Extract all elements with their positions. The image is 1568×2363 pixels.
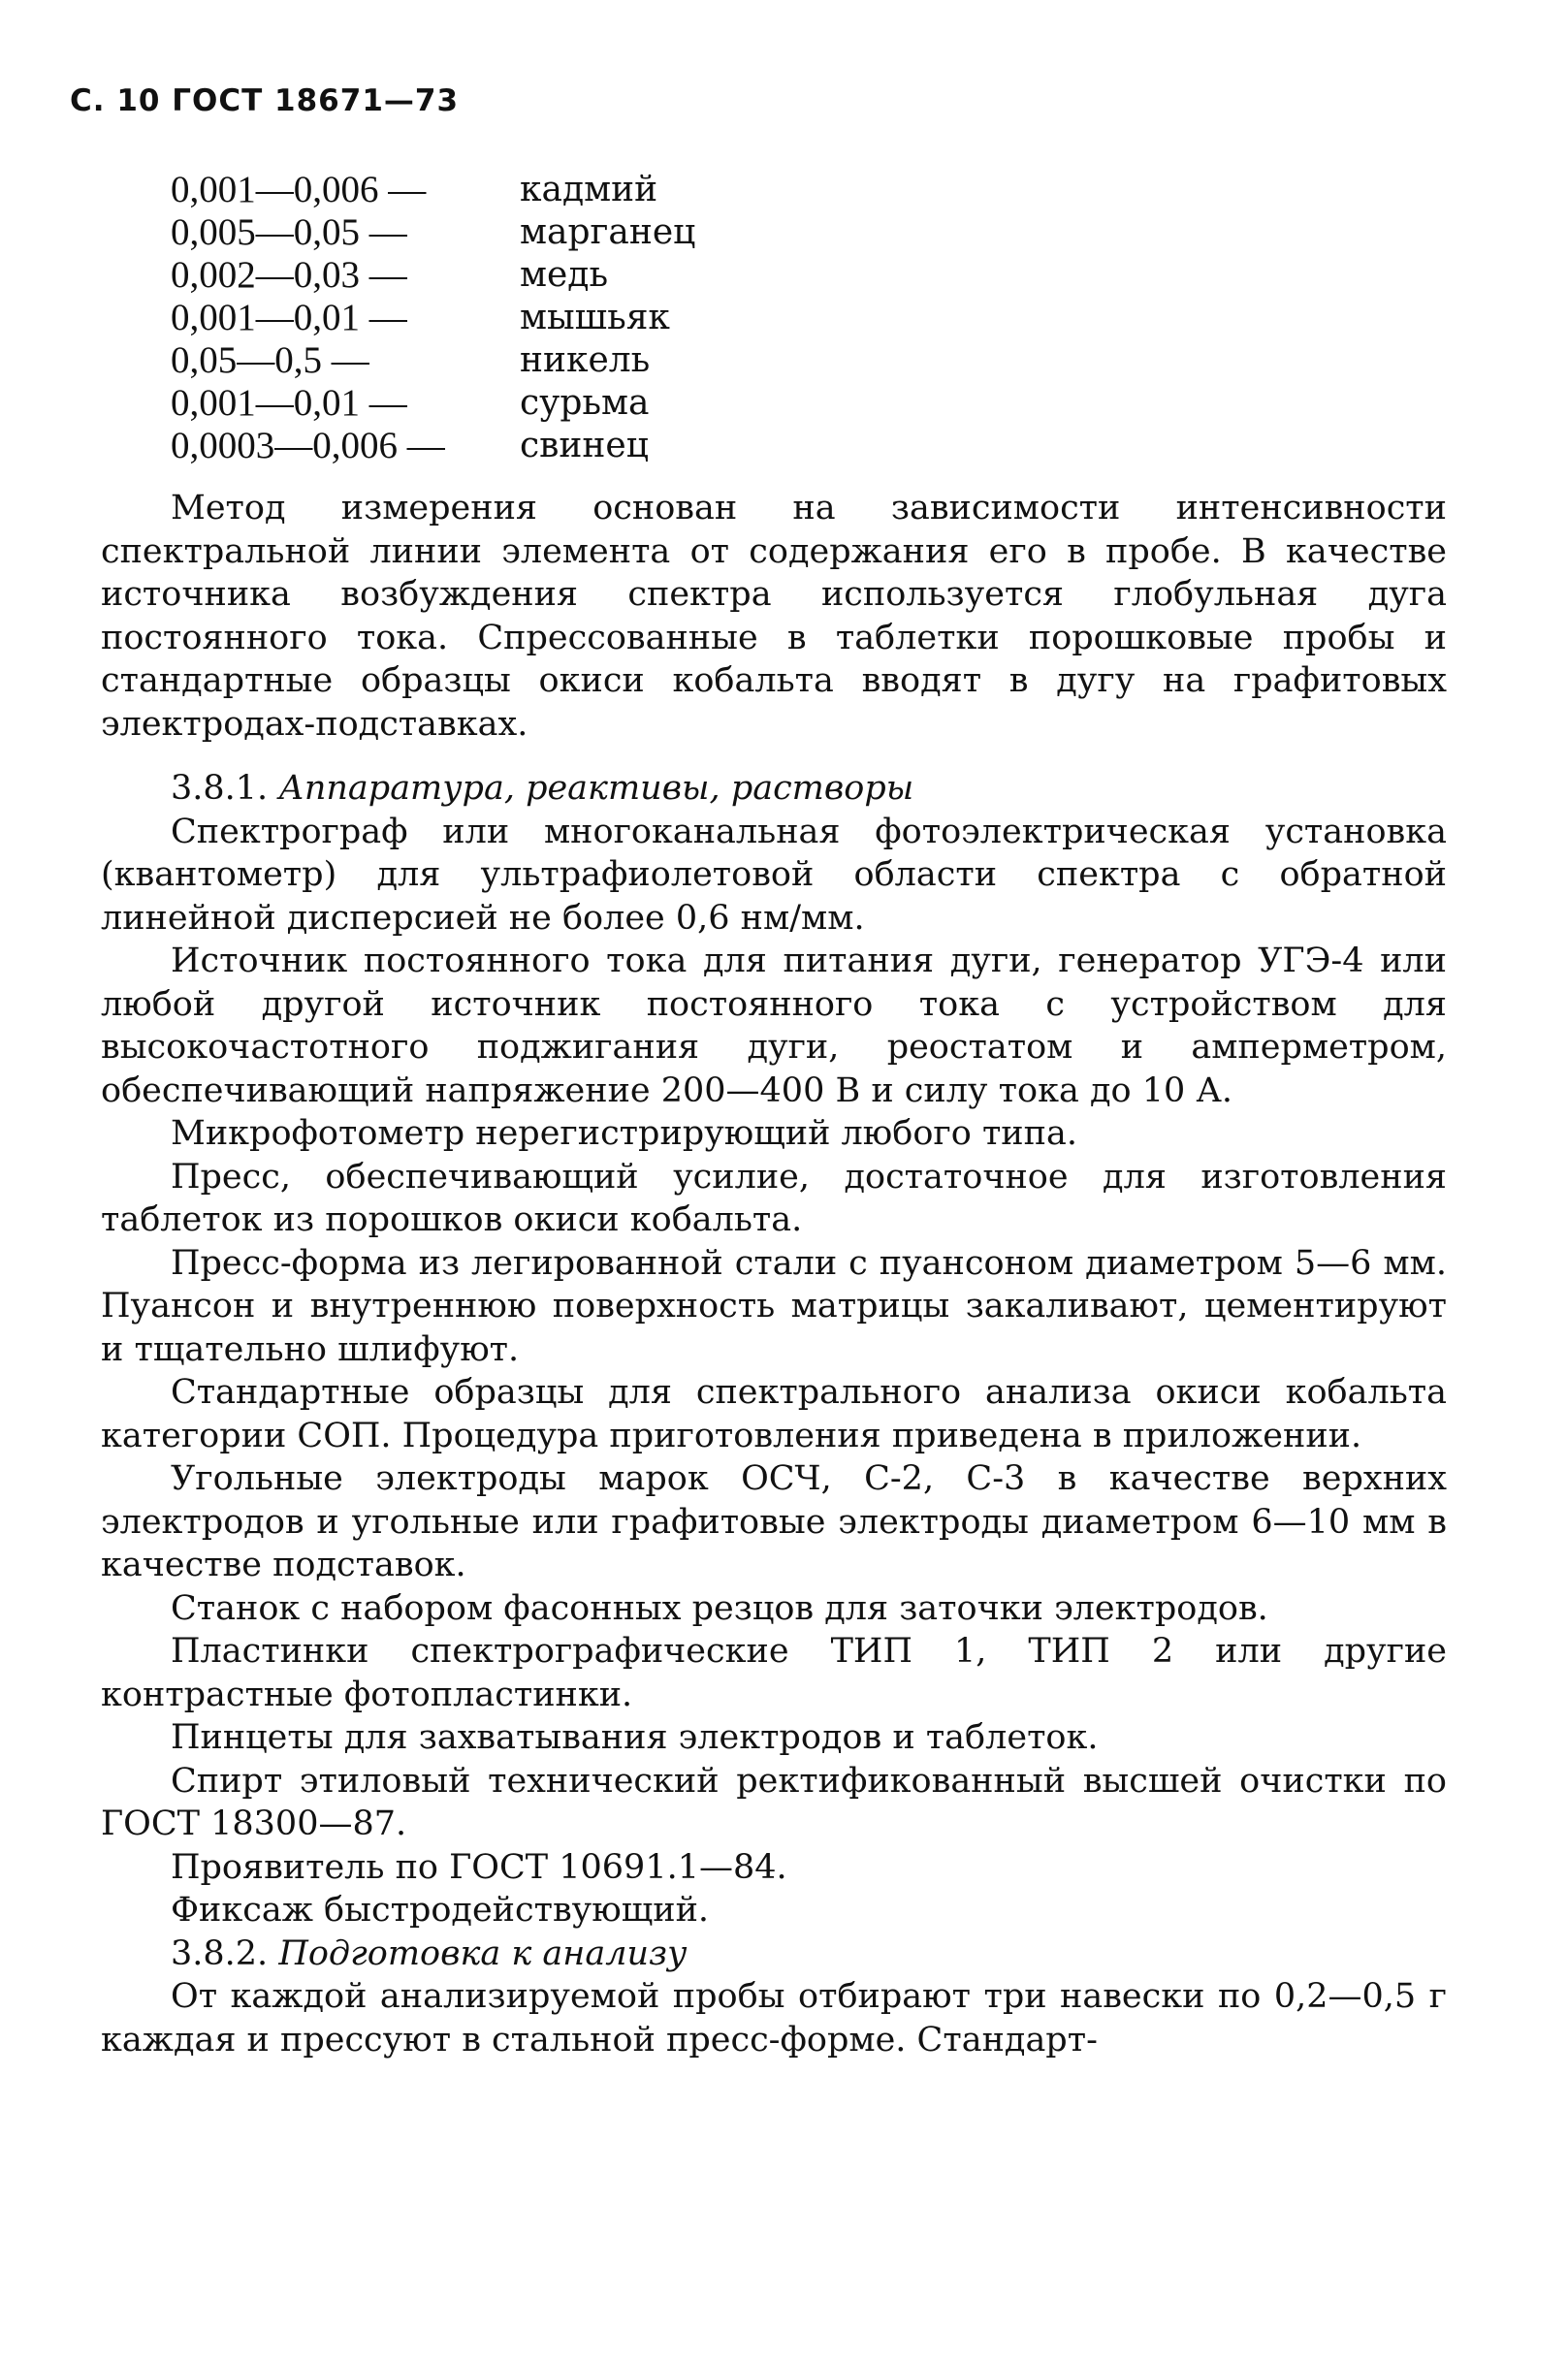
range-value: 0,005—0,05 — xyxy=(171,211,407,253)
list-item: Пластинки спектрографические ТИП 1, ТИП 2 или другие контрастные фотопластинки. xyxy=(101,1632,1447,1714)
range-row xyxy=(171,254,695,297)
range-value: 0,001—0,006 — xyxy=(171,169,427,210)
element-name: медь xyxy=(520,255,609,295)
range-row xyxy=(171,297,695,339)
element-name: свинец xyxy=(520,426,649,465)
element-name: никель xyxy=(520,340,651,380)
list-item: Фиксаж быстродействующий. xyxy=(171,1891,710,1930)
concentration-range-list xyxy=(171,169,695,467)
document-body xyxy=(101,487,1447,2061)
list-item: Спирт этиловый технический ректификованный высшей очистки по ГОСТ 18300—87. xyxy=(101,1761,1447,1843)
list-item: Пресс-форма из легированной стали с пуансоном диаметром 5—6 мм. Пуансон и внутреннюю поверхность матрицы закаливают, цементируют и тщательно шлифуют. xyxy=(101,1243,1447,1369)
list-item: Источник постоянного тока для питания дуги, генератор УГЭ-4 или любой другой источник постоянного тока с устройством для высокочастотного поджигания дуги, реостатом и амперметром, обеспечивающий напряжение 200—400 В и силу тока до 10 А. xyxy=(101,942,1447,1110)
range-row xyxy=(171,211,695,254)
method-paragraph: Метод измерения основан на зависимости интенсивности спектральной линии элемента от содержания его в пробе. В качестве источника возбуждения спектра используется глобульная дуга постоянного тока. Спрессованные в таблетки порошковые пробы и стандартные образцы окиси кобальта вводят в дугу на графитовых электродах-подставках. xyxy=(101,489,1447,744)
section-paragraph: От каждой анализируемой пробы отбирают три навески по 0,2—0,5 г каждая и прессуют в стальной пресс-форме. Стандарт- xyxy=(101,1977,1447,2060)
element-name: мышьяк xyxy=(520,298,670,337)
list-item: Пресс, обеспечивающий усилие, достаточное для изготовления таблеток из порошков окиси кобальта. xyxy=(101,1157,1447,1239)
range-value: 0,002—0,03 — xyxy=(171,254,407,296)
list-item: Микрофотометр нерегистрирующий любого типа. xyxy=(171,1114,1077,1153)
section-number: 3.8.2. xyxy=(171,1933,269,1973)
list-item: Спектрограф или многоканальная фотоэлектрическая установка (квантометр) для ультрафиолетовой области спектра с обратной линейной дисперсией не более 0,6 нм/мм. xyxy=(101,812,1447,938)
element-name: сурьма xyxy=(520,383,650,423)
list-item: Станок с набором фасонных резцов для заточки электродов. xyxy=(171,1588,1268,1628)
list-item: Угольные электроды марок ОСЧ, С-2, С-3 в качестве верхних электродов и угольные или графитовые электроды диаметром 6—10 мм в качестве подставок. xyxy=(101,1459,1447,1584)
range-value: 0,001—0,01 — xyxy=(171,382,407,424)
section-title: Подготовка к анализу xyxy=(278,1933,688,1973)
range-row xyxy=(171,169,695,211)
range-value: 0,001—0,01 — xyxy=(171,297,407,338)
range-row xyxy=(171,425,695,467)
list-item: Стандартные образцы для спектрального анализа окиси кобальта категории СОП. Процедура приготовления приведена в приложении. xyxy=(101,1373,1447,1455)
list-item: Проявитель по ГОСТ 10691.1—84. xyxy=(171,1847,787,1887)
range-row xyxy=(171,339,695,382)
element-name: кадмий xyxy=(520,170,658,209)
section-title: Аппаратура, реактивы, растворы xyxy=(278,769,914,808)
page-header: С. 10 ГОСТ 18671—73 xyxy=(70,83,460,118)
section-number: 3.8.1. xyxy=(171,769,269,808)
range-row xyxy=(171,382,695,425)
range-value: 0,05—0,5 — xyxy=(171,339,369,381)
range-value: 0,0003—0,006 — xyxy=(171,425,445,466)
element-name: марганец xyxy=(520,212,696,252)
section-heading xyxy=(101,1932,1447,1976)
section-heading xyxy=(101,767,1447,811)
list-item: Пинцеты для захватывания электродов и таблеток. xyxy=(171,1718,1099,1757)
